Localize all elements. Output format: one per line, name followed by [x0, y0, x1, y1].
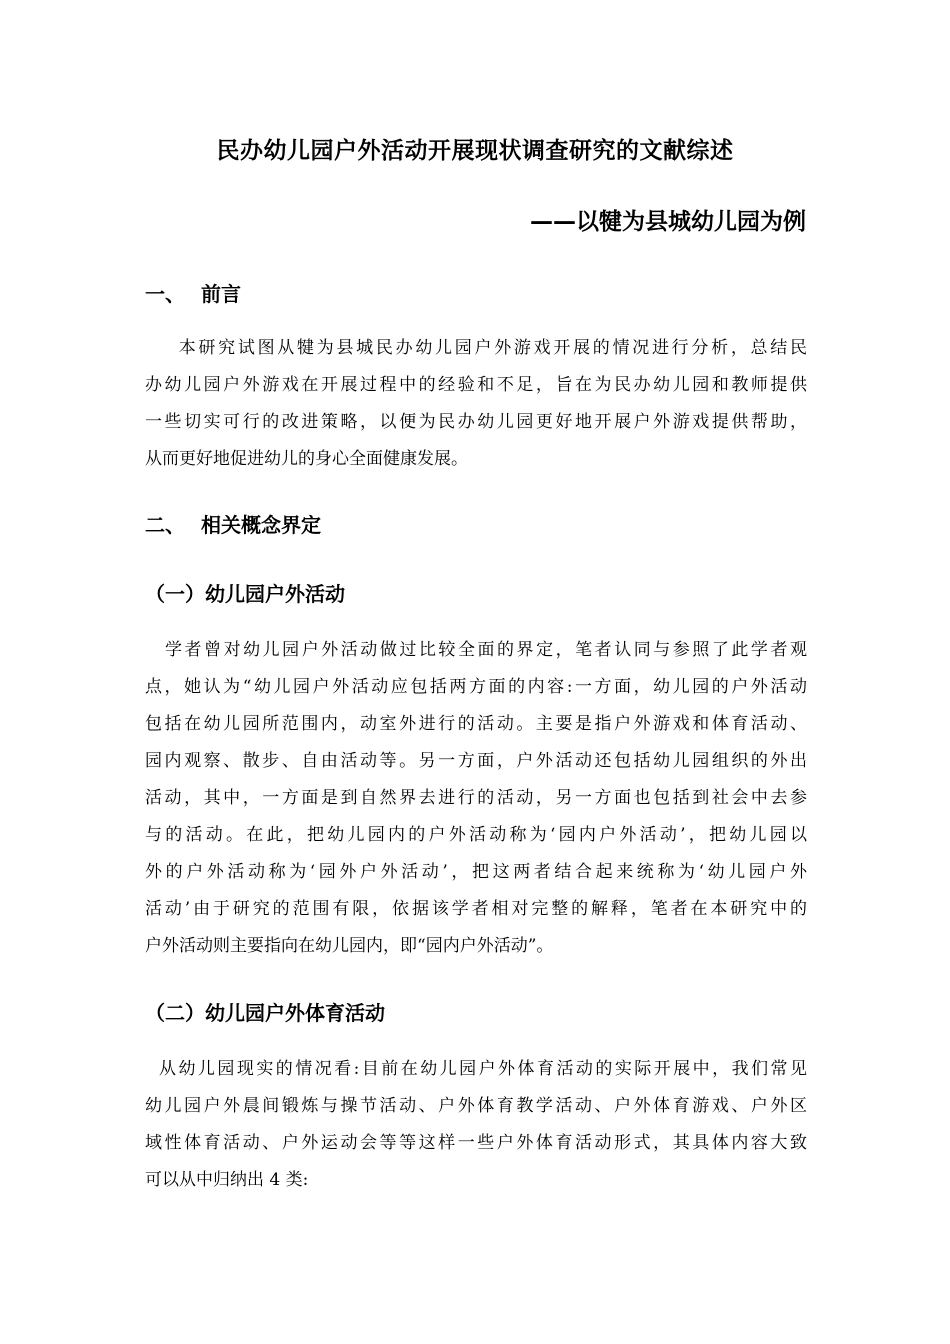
paragraph-line: 园内观察、散步、自由活动等。另一方面，户外活动还包括幼儿园组织的外出: [145, 751, 807, 771]
document-subtitle: ——以犍为县城幼儿园为例: [530, 209, 806, 235]
paragraph-line: 活动，其中，一方面是到自然界去进行的活动，另一方面也包括到社会中去参: [145, 788, 807, 808]
section-number: 二、: [145, 513, 185, 537]
section-heading-preface: [145, 279, 241, 309]
outdoor-sports-paragraph: [145, 1051, 807, 1199]
subsection-heading-outdoor-activity: （一）幼儿园户外活动: [145, 582, 345, 606]
paragraph-line: 与的活动。在此，把幼儿园内的户外活动称为‘园内户外活动’，把幼儿园以: [145, 825, 807, 845]
paragraph-line: 学者曾对幼儿园户外活动做过比较全面的界定，笔者认同与参照了此学者观: [165, 640, 807, 660]
paragraph-line: 可以从中归纳出 4 类:: [145, 1170, 309, 1190]
paragraph-line: 外的户外活动称为‘园外户外活动’，把这两者结合起来统称为‘幼儿园户外: [145, 862, 807, 882]
paragraph-line: 从幼儿园现实的情况看:目前在幼儿园户外体育活动的实际开展中，我们常见: [159, 1059, 807, 1079]
paragraph-line: 点，她认为“幼儿园户外活动应包括两方面的内容:一方面，幼儿园的户外活动: [145, 677, 807, 697]
paragraph-line: 办幼儿园户外游戏在开展过程中的经验和不足，旨在为民办幼儿园和教师提供: [145, 375, 807, 395]
section-number: 一、: [145, 282, 185, 306]
paragraph-line: 域性体育活动、户外运动会等等这样一些户外体育活动形式，其具体内容大致: [145, 1133, 807, 1153]
document-title: 民办幼儿园户外活动开展现状调查研究的文献综述: [216, 138, 734, 164]
section-title: 前言: [201, 282, 241, 306]
subsection-heading-outdoor-sports: （二）幼儿园户外体育活动: [145, 1001, 385, 1025]
paragraph-line: 包括在幼儿园所范围内，动室外进行的活动。主要是指户外游戏和体育活动、: [145, 714, 807, 734]
paragraph-line: 幼儿园户外晨间锻炼与操节活动、户外体育教学活动、户外体育游戏、户外区: [145, 1096, 807, 1116]
section-heading-definitions: [145, 510, 321, 540]
section-title: 相关概念界定: [201, 513, 321, 537]
outdoor-activity-paragraph: [145, 632, 807, 965]
paragraph-line: 活动’由于研究的范围有限，依据该学者相对完整的解释，笔者在本研究中的: [145, 899, 807, 919]
paragraph-line: 户外活动则主要指向在幼儿园内，即“园内户外活动”。: [145, 936, 554, 956]
paragraph-line: 本研究试图从犍为县城民办幼儿园户外游戏开展的情况进行分析，总结民: [159, 338, 807, 358]
paragraph-line: 从而更好地促进幼儿的身心全面健康发展。: [145, 449, 468, 469]
preface-paragraph: [145, 330, 807, 478]
paragraph-line: 一些切实可行的改进策略，以便为民办幼儿园更好地开展户外游戏提供帮助，: [145, 412, 807, 432]
